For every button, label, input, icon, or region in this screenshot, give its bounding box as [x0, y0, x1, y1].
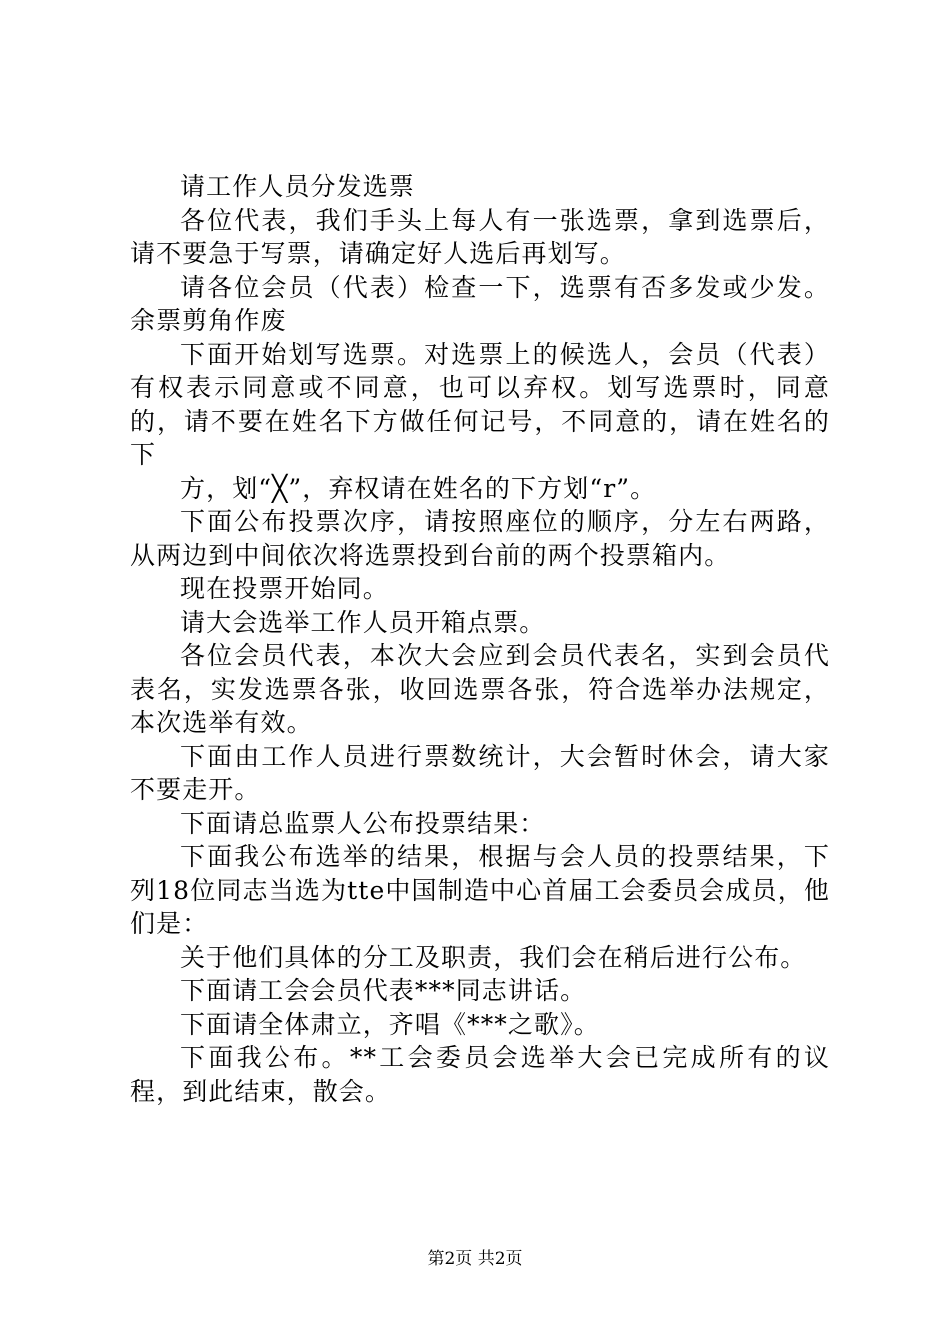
paragraph: 请工作人员分发选票 [180, 172, 415, 201]
document-body [130, 170, 830, 1108]
paragraph: 关于他们具体的分工及职责，我们会在稍后进行公布。 [180, 942, 807, 972]
paragraph: 方，划“╳”，弃权请在姓名的下方划“r”。 [180, 473, 657, 503]
paragraph: 各位代表，我们手头上每人有一张选票，拿到选票后，请不要急于写票，请确定好人选后再划写。 [130, 205, 830, 268]
paragraph: 各位会员代表，本次大会应到会员代表名，实到会员代表名，实发选票各张，收回选票各张，符合选举办法规定，本次选举有效。 [130, 641, 830, 737]
paragraph: 下面请工会会员代表***同志讲话。 [180, 976, 587, 1005]
paragraph: 现在投票开始同。 [180, 574, 389, 603]
page-number-footer: 第2页 共2页 [427, 1249, 523, 1269]
paragraph: 请各位会员（代表）检查一下，选票有否多发或少发。余票剪角作废 [130, 272, 830, 335]
paragraph: 下面由工作人员进行票数统计，大会暂时休会，请大家不要走开。 [130, 741, 830, 804]
paragraph: 下面开始划写选票。对选票上的候选人，会员（代表）有权表示同意或不同意，也可以弃权。划写选票时，同意的，请不要在姓名下方做任何记号，不同意的，请在姓名的下 [130, 339, 830, 469]
paragraph: 请大会选举工作人员开箱点票。 [180, 607, 546, 637]
paragraph: 下面公布投票次序，请按照座位的顺序，分左右两路，从两边到中间依次将选票投到台前的两个投票箱内。 [130, 507, 830, 570]
paragraph: 下面请全体肃立，齐唱《***之歌》。 [180, 1009, 600, 1039]
paragraph: 下面我公布选举的结果，根据与会人员的投票结果，下列18位同志当选为tte中国制造中心首届工会委员会成员，他们是： [130, 842, 830, 938]
paragraph: 下面请总监票人公布投票结果： [180, 808, 546, 838]
paragraph: 下面我公布。**工会委员会选举大会已完成所有的议程，到此结束，散会。 [130, 1043, 830, 1106]
